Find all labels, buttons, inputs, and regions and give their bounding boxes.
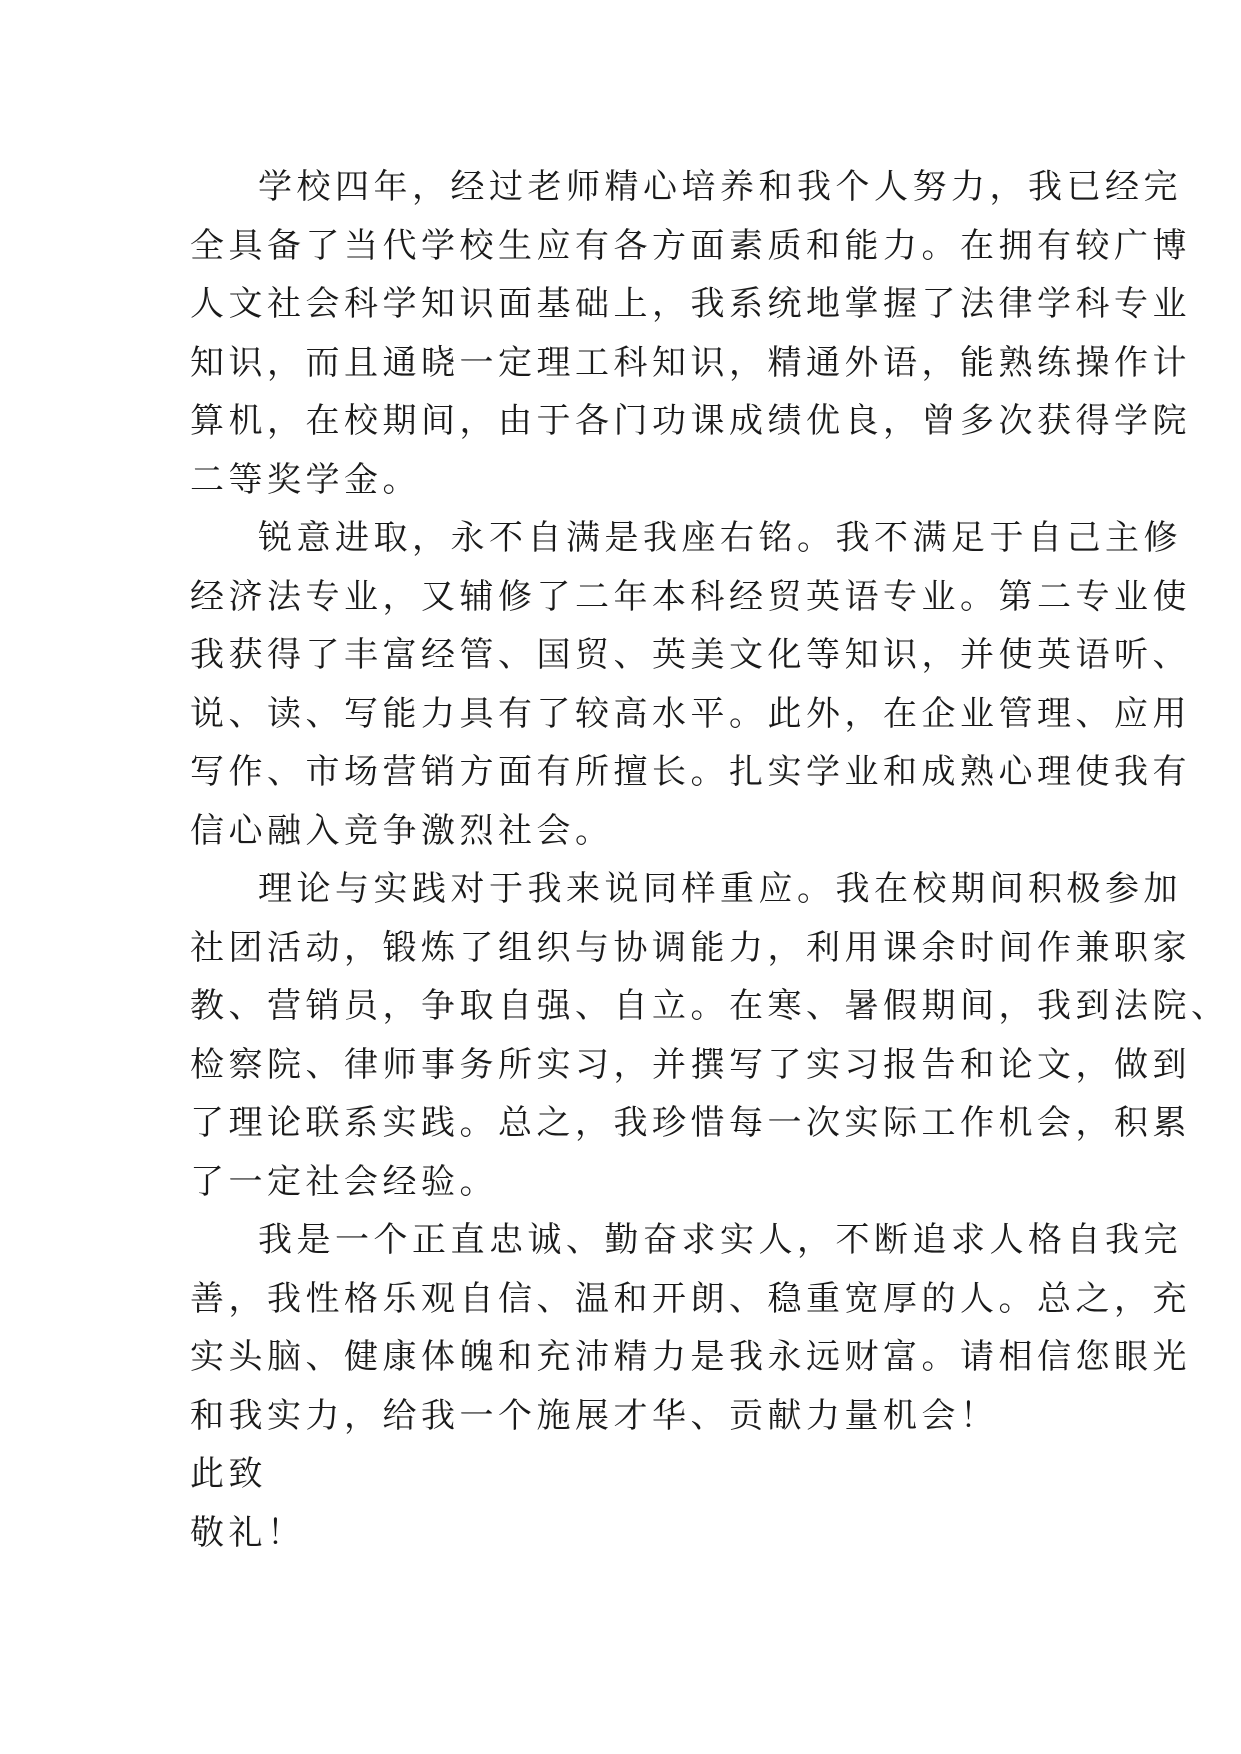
text-line: 实头脑、健康体魄和充沛精力是我永远财富。请相信您眼光 bbox=[190, 1337, 1191, 1377]
letter-closing bbox=[190, 1445, 1090, 1562]
text-line: 算机，在校期间，由于各门功课成绩优良，曾多次获得学院 bbox=[190, 401, 1191, 441]
paragraph-3 bbox=[190, 860, 1230, 1211]
text-line: 全具备了当代学校生应有各方面素质和能力。在拥有较广博 bbox=[190, 225, 1191, 266]
text-line: 我是一个正直忠诚、勤奋求实人，不断追求人格自我完 bbox=[258, 1220, 1182, 1260]
text-line: 理论与实践对于我来说同样重应。我在校期间积极参加 bbox=[258, 869, 1182, 909]
closing-salutation: 此致 bbox=[190, 1454, 267, 1494]
text-line: 锐意进取，永不自满是我座右铭。我不满足于自己主修 bbox=[258, 518, 1182, 558]
text-line: 信心融入竞争激烈社会。 bbox=[190, 810, 614, 851]
text-line: 社团活动，锻炼了组织与协调能力，利用课余时间作兼职家 bbox=[190, 927, 1191, 968]
text-line: 写作、市场营销方面有所擅长。扎实学业和成熟心理使我有 bbox=[190, 752, 1191, 792]
text-line: 人文社会科学知识面基础上，我系统地掌握了法律学科专业 bbox=[190, 284, 1191, 324]
text-line: 知识，而且通晓一定理工科知识，精通外语，能熟练操作计 bbox=[190, 342, 1191, 383]
paragraph-4 bbox=[190, 1211, 1191, 1445]
text-line: 学校四年，经过老师精心培养和我个人努力，我已经完 bbox=[258, 167, 1182, 207]
text-line: 教、营销员，争取自强、自立。在寒、暑假期间，我到法院、 bbox=[190, 986, 1230, 1026]
letter-body bbox=[190, 158, 1230, 1562]
text-line: 二等奖学金。 bbox=[190, 459, 421, 500]
text-line: 了一定社会经验。 bbox=[190, 1161, 498, 1202]
text-line: 和我实力，给我一个施展才华、贡献力量机会！ bbox=[190, 1395, 999, 1436]
paragraph-1 bbox=[190, 158, 1191, 509]
text-line: 经济法专业，又辅修了二年本科经贸英语专业。第二专业使 bbox=[190, 576, 1191, 617]
text-line: 说、读、写能力具有了较高水平。此外，在企业管理、应用 bbox=[190, 693, 1191, 734]
closing-regards: 敬礼！ bbox=[190, 1512, 306, 1553]
text-line: 检察院、律师事务所实习，并撰写了实习报告和论文，做到 bbox=[190, 1044, 1191, 1085]
text-line: 我获得了丰富经管、国贸、英美文化等知识，并使英语听、 bbox=[190, 635, 1191, 675]
text-line: 了理论联系实践。总之，我珍惜每一次实际工作机会，积累 bbox=[190, 1103, 1191, 1143]
text-line: 善，我性格乐观自信、温和开朗、稳重宽厚的人。总之，充 bbox=[190, 1278, 1191, 1319]
paragraph-2 bbox=[190, 509, 1191, 860]
